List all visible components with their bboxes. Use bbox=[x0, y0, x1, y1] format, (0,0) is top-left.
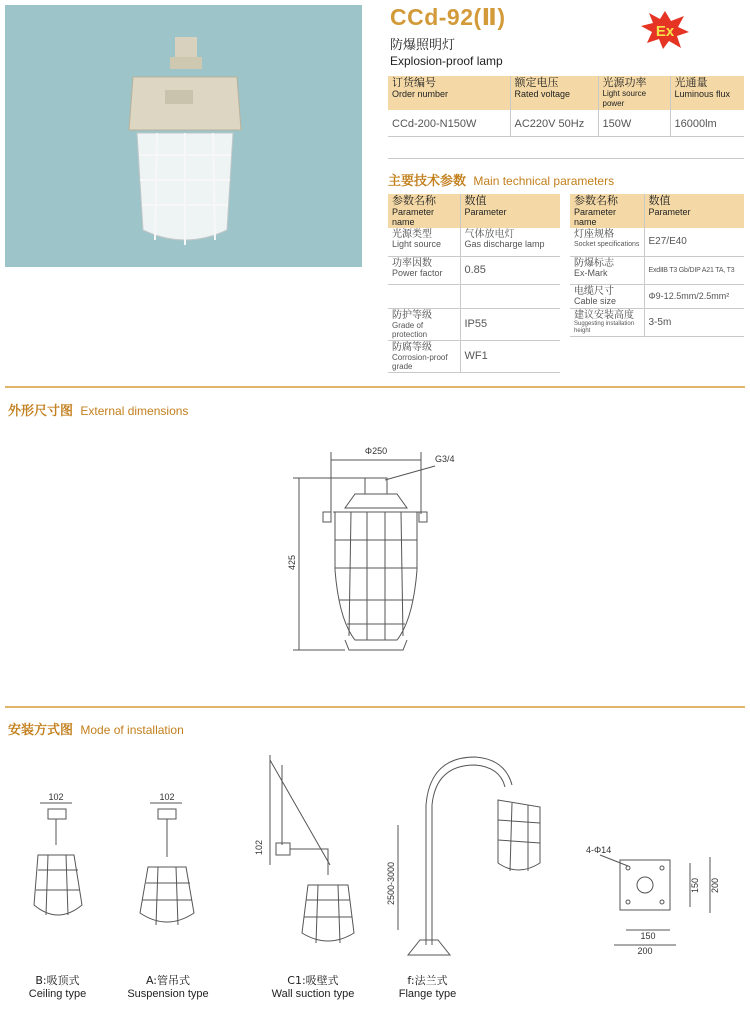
param-name-en: Suggesting installation height bbox=[574, 320, 635, 334]
order-col-cn: 额定电压 bbox=[514, 76, 559, 89]
order-col-en: Rated voltage bbox=[514, 89, 571, 99]
section-rule bbox=[5, 386, 745, 388]
param-name-en: Power factor bbox=[392, 267, 443, 278]
flange-inner-label: 150 bbox=[640, 931, 656, 941]
param-value: Φ9-12.5mm/2.5mm² bbox=[648, 291, 730, 301]
product-model-title: CCd-92(Ⅱ) bbox=[390, 4, 506, 30]
param-value: WF1 bbox=[464, 350, 488, 362]
flange-outer-v-label: 200 bbox=[710, 877, 720, 893]
param-value: IP55 bbox=[464, 318, 488, 330]
product-name-en: Explosion-proof lamp bbox=[390, 54, 503, 68]
param-value: ExdⅡB T3 Gb/DIP A21 TA, T3 bbox=[648, 267, 735, 274]
order-cell: CCd-200-N150W bbox=[388, 110, 510, 137]
col-value-en: Parameter bbox=[464, 207, 507, 217]
product-name-cn: 防爆照明灯 bbox=[390, 38, 456, 53]
order-col-cn: 订货编号 bbox=[392, 76, 436, 89]
param-name-en: Socket specifications bbox=[574, 241, 640, 248]
install-label-flange: f:法兰式 Flange type bbox=[398, 974, 457, 1000]
installation-heading bbox=[8, 719, 184, 738]
param-name-cn: 灯座规格 bbox=[574, 229, 614, 240]
order-col-en: Light source power bbox=[602, 89, 647, 108]
divider bbox=[388, 158, 744, 159]
installation-drawings bbox=[0, 745, 750, 970]
param-name-cn: 防爆标志 bbox=[574, 257, 614, 269]
col-name-en: Parameter name bbox=[574, 207, 617, 227]
diameter-label: Φ250 bbox=[364, 446, 388, 456]
order-cell: 16000lm bbox=[670, 110, 744, 137]
dimensions-heading-en: External dimensions bbox=[80, 404, 189, 418]
tech-heading-en: Main technical parameters bbox=[473, 174, 615, 188]
installation-heading-cn: 安装方式图 bbox=[8, 723, 74, 738]
thread-label: G3/4 bbox=[435, 454, 455, 464]
height-label: 425 bbox=[287, 554, 297, 570]
tech-table-right bbox=[570, 194, 744, 337]
ex-mark-logo bbox=[640, 10, 690, 50]
col-value-en: Parameter bbox=[648, 207, 691, 217]
param-name-en: Ex-Mark bbox=[574, 267, 608, 278]
order-col-en: Luminous flux bbox=[674, 89, 731, 99]
dim-label: 102 bbox=[48, 792, 64, 802]
param-name-cn: 防护等级 bbox=[392, 309, 432, 321]
param-value: 0.85 bbox=[464, 264, 486, 276]
param-value: 气体放电灯 bbox=[464, 229, 515, 240]
col-name-cn: 参数名称 bbox=[392, 194, 436, 207]
dimensions-heading bbox=[8, 400, 188, 419]
order-cell: 150W bbox=[598, 110, 670, 137]
install-label-suspension: A:管吊式 Suspension type bbox=[127, 974, 209, 1000]
param-name-en: Grade of protection bbox=[392, 320, 428, 339]
install-label-ceiling: B:吸顶式 Ceiling type bbox=[28, 974, 87, 1000]
order-table bbox=[388, 76, 744, 137]
col-value-cn: 数值 bbox=[464, 194, 487, 207]
param-name-cn: 光源类型 bbox=[392, 229, 432, 240]
product-photo bbox=[5, 5, 362, 267]
dim-label: 102 bbox=[159, 792, 175, 802]
installation-heading-en: Mode of installation bbox=[80, 723, 184, 737]
flange-outer-label: 200 bbox=[637, 946, 653, 956]
dimensions-heading-cn: 外形尺寸图 bbox=[8, 404, 74, 419]
tech-heading bbox=[388, 170, 614, 189]
flange-holes-label: 4-Φ14 bbox=[586, 845, 612, 855]
empty-cell bbox=[460, 284, 560, 308]
tech-table-left bbox=[388, 194, 560, 373]
order-cell: AC220V 50Hz bbox=[510, 110, 598, 137]
dim-label: 2500-3000 bbox=[386, 861, 396, 905]
tech-heading-cn: 主要技术参数 bbox=[388, 174, 467, 189]
param-value: 3-5m bbox=[648, 316, 672, 328]
ex-mark-text: Ex bbox=[655, 23, 675, 40]
empty-cell bbox=[388, 284, 460, 308]
order-col-cn: 光源功率 bbox=[602, 76, 647, 89]
param-name-en: Light source bbox=[392, 239, 442, 249]
param-value: E27/E40 bbox=[648, 236, 687, 248]
param-name-cn: 建议安装高度 bbox=[574, 309, 634, 321]
param-name-cn: 功率因数 bbox=[392, 257, 432, 269]
order-col-en: Order number bbox=[392, 89, 449, 99]
section-rule bbox=[5, 706, 745, 708]
param-name-cn: 电缆尺寸 bbox=[574, 285, 614, 297]
param-value-en: Gas discharge lamp bbox=[464, 239, 545, 249]
order-col-cn: 光通量 bbox=[674, 76, 708, 89]
col-name-cn: 参数名称 bbox=[574, 194, 618, 207]
param-name-en: Corrosion-proof grade bbox=[392, 352, 448, 371]
param-name-cn: 防腐等级 bbox=[392, 341, 432, 353]
flange-inner-v-label: 150 bbox=[690, 877, 700, 893]
col-name-en: Parameter name bbox=[392, 207, 435, 227]
dimension-drawing bbox=[285, 440, 465, 670]
col-value-cn: 数值 bbox=[648, 194, 671, 207]
install-label-wall: C1:吸壁式 Wall suction type bbox=[271, 974, 355, 1000]
param-name-en: Cable size bbox=[574, 295, 617, 306]
dim-label: 102 bbox=[254, 839, 264, 855]
